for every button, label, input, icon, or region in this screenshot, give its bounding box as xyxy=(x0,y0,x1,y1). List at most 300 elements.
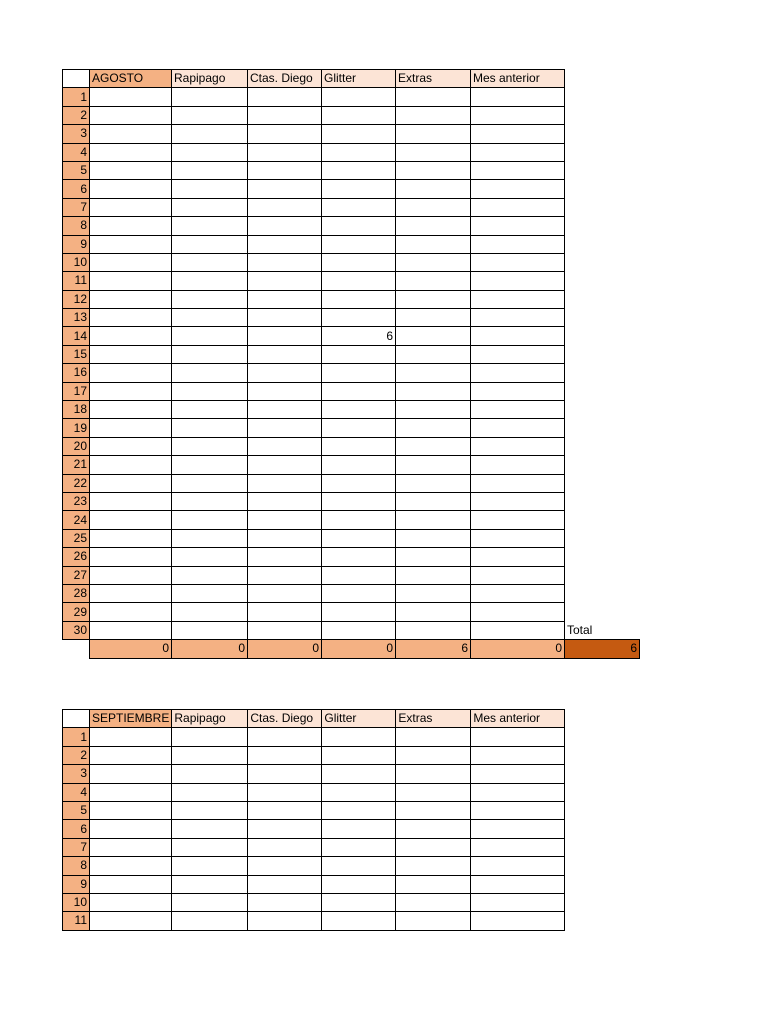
row-number: 8 xyxy=(63,217,90,235)
data-cell[interactable] xyxy=(248,401,322,419)
data-cell[interactable] xyxy=(90,548,172,566)
data-cell[interactable] xyxy=(322,125,396,143)
data-cell[interactable] xyxy=(471,746,565,764)
data-cell[interactable] xyxy=(90,401,172,419)
data-cell[interactable] xyxy=(322,492,396,510)
data-cell[interactable] xyxy=(471,382,565,400)
data-cell[interactable] xyxy=(172,309,248,327)
data-cell[interactable] xyxy=(471,161,565,179)
column-header[interactable]: Extras xyxy=(396,710,471,728)
data-cell[interactable] xyxy=(172,456,248,474)
data-cell[interactable] xyxy=(322,437,396,455)
data-cell[interactable] xyxy=(471,437,565,455)
data-cell[interactable] xyxy=(172,511,248,529)
data-cell[interactable] xyxy=(90,584,172,602)
data-cell[interactable] xyxy=(396,456,471,474)
data-cell[interactable] xyxy=(90,345,172,363)
data-cell[interactable] xyxy=(172,838,248,856)
data-cell[interactable] xyxy=(248,912,322,930)
data-cell[interactable] xyxy=(172,327,248,345)
data-cell[interactable] xyxy=(248,511,322,529)
data-cell[interactable] xyxy=(172,290,248,308)
data-cell[interactable] xyxy=(322,180,396,198)
data-cell[interactable] xyxy=(90,198,172,216)
data-cell[interactable] xyxy=(322,912,396,930)
data-cell[interactable] xyxy=(396,309,471,327)
row-number: 11 xyxy=(63,912,90,930)
data-cell[interactable] xyxy=(90,253,172,271)
data-cell[interactable] xyxy=(172,765,248,783)
data-cell[interactable] xyxy=(248,584,322,602)
totals-row xyxy=(63,640,640,658)
data-cell[interactable] xyxy=(90,88,172,106)
data-cell[interactable] xyxy=(90,820,172,838)
data-cell[interactable] xyxy=(90,143,172,161)
total-cell[interactable]: 0 xyxy=(90,640,172,658)
data-cell[interactable] xyxy=(248,198,322,216)
column-header[interactable]: Glitter xyxy=(322,70,396,88)
data-cell[interactable] xyxy=(471,765,565,783)
column-header[interactable]: Glitter xyxy=(322,710,396,728)
row-number: 2 xyxy=(63,106,90,124)
data-cell[interactable] xyxy=(248,290,322,308)
data-cell[interactable] xyxy=(471,290,565,308)
table-row xyxy=(63,382,640,400)
data-cell[interactable] xyxy=(396,327,471,345)
data-cell[interactable] xyxy=(90,272,172,290)
data-cell[interactable] xyxy=(396,566,471,584)
data-cell[interactable] xyxy=(396,437,471,455)
data-cell[interactable] xyxy=(471,529,565,547)
data-cell[interactable] xyxy=(322,584,396,602)
data-cell[interactable] xyxy=(248,838,322,856)
data-cell[interactable] xyxy=(90,327,172,345)
data-cell[interactable] xyxy=(471,603,565,621)
data-cell[interactable] xyxy=(90,492,172,510)
data-cell[interactable] xyxy=(322,529,396,547)
data-cell[interactable] xyxy=(90,309,172,327)
table-row xyxy=(63,161,640,179)
data-cell[interactable] xyxy=(172,584,248,602)
data-cell[interactable] xyxy=(396,198,471,216)
row-number: 4 xyxy=(63,783,90,801)
data-cell[interactable] xyxy=(90,290,172,308)
data-cell[interactable] xyxy=(471,838,565,856)
spacer-cell xyxy=(565,566,640,584)
data-cell[interactable] xyxy=(471,198,565,216)
table-row xyxy=(63,801,565,819)
data-cell[interactable] xyxy=(471,875,565,893)
spacer-cell xyxy=(565,584,640,602)
data-cell[interactable] xyxy=(471,180,565,198)
data-cell[interactable] xyxy=(322,88,396,106)
data-cell[interactable] xyxy=(172,88,248,106)
data-cell[interactable] xyxy=(471,253,565,271)
data-cell[interactable] xyxy=(396,217,471,235)
month-header[interactable]: AGOSTO xyxy=(90,70,172,88)
row-number: 1 xyxy=(63,728,90,746)
data-cell[interactable] xyxy=(322,783,396,801)
table-row xyxy=(63,492,640,510)
data-cell[interactable] xyxy=(396,106,471,124)
data-cell[interactable] xyxy=(396,875,471,893)
data-cell[interactable] xyxy=(248,382,322,400)
data-cell[interactable] xyxy=(172,272,248,290)
data-cell[interactable] xyxy=(172,345,248,363)
column-header[interactable]: Extras xyxy=(396,70,471,88)
data-cell[interactable] xyxy=(396,603,471,621)
row-number: 1 xyxy=(63,88,90,106)
data-cell[interactable] xyxy=(471,511,565,529)
data-cell[interactable] xyxy=(322,217,396,235)
data-cell[interactable] xyxy=(90,364,172,382)
data-cell[interactable] xyxy=(248,765,322,783)
data-cell[interactable] xyxy=(396,857,471,875)
data-cell[interactable] xyxy=(471,893,565,911)
data-cell[interactable] xyxy=(396,801,471,819)
row-number: 5 xyxy=(63,161,90,179)
data-cell[interactable] xyxy=(322,345,396,363)
data-cell[interactable] xyxy=(172,180,248,198)
total-cell[interactable]: 0 xyxy=(322,640,396,658)
column-header[interactable]: Rapipago xyxy=(172,70,248,88)
data-cell[interactable] xyxy=(172,161,248,179)
data-cell[interactable] xyxy=(172,746,248,764)
data-cell[interactable] xyxy=(90,106,172,124)
data-cell[interactable] xyxy=(322,838,396,856)
data-cell[interactable] xyxy=(322,820,396,838)
data-cell[interactable] xyxy=(471,143,565,161)
data-cell[interactable] xyxy=(248,327,322,345)
data-cell[interactable] xyxy=(396,419,471,437)
data-cell[interactable] xyxy=(322,272,396,290)
data-cell[interactable] xyxy=(396,125,471,143)
data-cell[interactable] xyxy=(248,566,322,584)
data-cell[interactable] xyxy=(90,180,172,198)
data-cell[interactable] xyxy=(471,419,565,437)
data-cell[interactable] xyxy=(322,875,396,893)
row-number: 6 xyxy=(63,820,90,838)
data-cell[interactable] xyxy=(322,419,396,437)
table-row xyxy=(63,272,640,290)
data-cell[interactable] xyxy=(396,88,471,106)
data-cell[interactable] xyxy=(322,801,396,819)
data-cell[interactable] xyxy=(471,125,565,143)
spacer-cell xyxy=(565,492,640,510)
row-number: 18 xyxy=(63,401,90,419)
data-cell[interactable] xyxy=(322,456,396,474)
data-cell[interactable] xyxy=(248,88,322,106)
row-number: 5 xyxy=(63,801,90,819)
data-cell[interactable] xyxy=(396,161,471,179)
data-cell[interactable] xyxy=(248,345,322,363)
row-number: 7 xyxy=(63,198,90,216)
total-cell[interactable]: 0 xyxy=(172,640,248,658)
data-cell[interactable] xyxy=(172,253,248,271)
total-cell[interactable]: 0 xyxy=(248,640,322,658)
data-cell[interactable] xyxy=(322,401,396,419)
data-cell[interactable] xyxy=(172,125,248,143)
data-cell[interactable] xyxy=(471,728,565,746)
data-cell[interactable] xyxy=(172,382,248,400)
data-cell[interactable] xyxy=(248,548,322,566)
data-cell[interactable] xyxy=(322,143,396,161)
data-cell[interactable] xyxy=(172,217,248,235)
row-number: 9 xyxy=(63,235,90,253)
data-cell[interactable] xyxy=(322,548,396,566)
data-cell[interactable] xyxy=(248,419,322,437)
data-cell[interactable] xyxy=(322,309,396,327)
data-cell[interactable] xyxy=(248,161,322,179)
total-cell[interactable]: 0 xyxy=(471,640,565,658)
data-cell[interactable] xyxy=(322,566,396,584)
data-cell[interactable] xyxy=(90,621,172,639)
data-cell[interactable] xyxy=(322,235,396,253)
data-cell[interactable] xyxy=(471,345,565,363)
data-cell[interactable] xyxy=(396,382,471,400)
data-cell[interactable] xyxy=(322,382,396,400)
data-cell[interactable] xyxy=(471,548,565,566)
table-row xyxy=(63,838,565,856)
data-cell[interactable] xyxy=(396,548,471,566)
data-cell[interactable] xyxy=(172,492,248,510)
total-label: Total xyxy=(567,622,593,637)
data-cell[interactable] xyxy=(396,364,471,382)
data-cell[interactable] xyxy=(172,419,248,437)
column-header[interactable]: Rapipago xyxy=(172,710,248,728)
data-cell[interactable] xyxy=(322,621,396,639)
data-cell[interactable] xyxy=(396,143,471,161)
data-cell[interactable] xyxy=(172,912,248,930)
data-cell[interactable] xyxy=(396,621,471,639)
column-header[interactable]: Mes anterior xyxy=(471,70,565,88)
row-number: 3 xyxy=(63,765,90,783)
data-cell[interactable] xyxy=(90,875,172,893)
data-cell[interactable] xyxy=(396,783,471,801)
spacer-cell xyxy=(565,180,640,198)
data-cell[interactable] xyxy=(248,621,322,639)
data-cell[interactable] xyxy=(471,857,565,875)
data-cell[interactable] xyxy=(471,912,565,930)
data-cell[interactable] xyxy=(172,235,248,253)
data-cell[interactable] xyxy=(172,603,248,621)
data-cell[interactable] xyxy=(471,235,565,253)
data-cell[interactable] xyxy=(248,235,322,253)
data-cell[interactable] xyxy=(396,474,471,492)
data-cell[interactable] xyxy=(396,235,471,253)
data-cell[interactable] xyxy=(248,253,322,271)
data-cell[interactable] xyxy=(90,893,172,911)
data-cell[interactable] xyxy=(322,290,396,308)
data-cell[interactable] xyxy=(248,893,322,911)
data-cell[interactable] xyxy=(90,566,172,584)
data-cell[interactable] xyxy=(248,728,322,746)
data-cell[interactable] xyxy=(322,857,396,875)
data-cell[interactable] xyxy=(471,106,565,124)
grand-total-cell[interactable]: 6 xyxy=(565,640,640,658)
data-cell[interactable] xyxy=(248,529,322,547)
data-cell[interactable] xyxy=(396,253,471,271)
data-cell[interactable] xyxy=(471,474,565,492)
data-cell[interactable] xyxy=(90,382,172,400)
table-row xyxy=(63,327,640,345)
spacer-cell xyxy=(565,603,640,621)
data-cell[interactable] xyxy=(471,309,565,327)
data-cell[interactable] xyxy=(471,88,565,106)
data-cell[interactable] xyxy=(322,364,396,382)
data-cell[interactable] xyxy=(396,838,471,856)
data-cell[interactable] xyxy=(90,235,172,253)
table-row xyxy=(63,511,640,529)
data-cell[interactable] xyxy=(248,437,322,455)
data-cell[interactable] xyxy=(471,401,565,419)
data-cell[interactable] xyxy=(248,180,322,198)
data-cell[interactable] xyxy=(322,893,396,911)
data-cell[interactable] xyxy=(322,198,396,216)
data-cell[interactable] xyxy=(396,820,471,838)
data-cell[interactable] xyxy=(396,492,471,510)
data-cell[interactable] xyxy=(248,603,322,621)
data-cell[interactable] xyxy=(396,584,471,602)
data-cell[interactable] xyxy=(471,272,565,290)
data-cell[interactable] xyxy=(322,474,396,492)
data-cell[interactable] xyxy=(322,603,396,621)
data-cell[interactable] xyxy=(248,217,322,235)
data-cell[interactable] xyxy=(322,511,396,529)
data-cell[interactable] xyxy=(90,474,172,492)
data-cell[interactable] xyxy=(248,820,322,838)
data-cell[interactable] xyxy=(396,345,471,363)
data-cell[interactable] xyxy=(471,492,565,510)
data-cell[interactable] xyxy=(248,309,322,327)
data-cell[interactable] xyxy=(172,621,248,639)
data-cell[interactable] xyxy=(172,728,248,746)
data-cell[interactable] xyxy=(90,765,172,783)
row-number: 14 xyxy=(63,327,90,345)
data-cell[interactable] xyxy=(396,746,471,764)
data-cell[interactable] xyxy=(248,106,322,124)
data-cell[interactable] xyxy=(90,838,172,856)
data-cell[interactable] xyxy=(172,364,248,382)
data-cell[interactable] xyxy=(90,603,172,621)
data-cell[interactable] xyxy=(172,875,248,893)
data-cell[interactable] xyxy=(90,161,172,179)
data-cell[interactable] xyxy=(248,125,322,143)
table-row xyxy=(63,401,640,419)
data-cell[interactable] xyxy=(396,529,471,547)
data-cell[interactable] xyxy=(471,456,565,474)
row-number: 7 xyxy=(63,838,90,856)
data-cell[interactable] xyxy=(172,143,248,161)
data-cell[interactable] xyxy=(471,364,565,382)
data-cell[interactable] xyxy=(248,474,322,492)
data-cell[interactable] xyxy=(172,857,248,875)
data-cell[interactable] xyxy=(172,529,248,547)
data-cell[interactable] xyxy=(471,217,565,235)
data-cell[interactable] xyxy=(90,456,172,474)
data-cell[interactable] xyxy=(471,327,565,345)
data-cell[interactable] xyxy=(322,765,396,783)
data-cell[interactable] xyxy=(248,364,322,382)
data-cell[interactable] xyxy=(322,106,396,124)
data-cell[interactable] xyxy=(248,746,322,764)
data-cell[interactable] xyxy=(248,875,322,893)
data-cell[interactable] xyxy=(396,893,471,911)
data-cell[interactable] xyxy=(172,820,248,838)
data-cell[interactable] xyxy=(471,566,565,584)
data-cell[interactable] xyxy=(248,801,322,819)
data-cell[interactable] xyxy=(90,857,172,875)
data-cell[interactable] xyxy=(248,456,322,474)
data-cell[interactable] xyxy=(396,180,471,198)
data-cell[interactable] xyxy=(172,548,248,566)
data-cell[interactable] xyxy=(90,801,172,819)
total-cell[interactable]: 6 xyxy=(396,640,471,658)
data-cell[interactable] xyxy=(396,728,471,746)
data-cell[interactable] xyxy=(248,143,322,161)
data-cell[interactable] xyxy=(172,566,248,584)
data-cell[interactable] xyxy=(471,801,565,819)
data-cell[interactable] xyxy=(90,746,172,764)
data-cell[interactable] xyxy=(90,217,172,235)
data-cell[interactable] xyxy=(172,783,248,801)
data-cell[interactable] xyxy=(90,728,172,746)
data-cell[interactable] xyxy=(172,437,248,455)
data-cell[interactable] xyxy=(322,161,396,179)
data-cell[interactable] xyxy=(90,783,172,801)
column-header[interactable]: Ctas. Diego xyxy=(248,70,322,88)
data-cell[interactable] xyxy=(172,401,248,419)
data-cell[interactable] xyxy=(471,584,565,602)
row-number: 28 xyxy=(63,584,90,602)
data-cell[interactable] xyxy=(172,801,248,819)
data-cell[interactable] xyxy=(90,125,172,143)
data-cell[interactable] xyxy=(248,492,322,510)
data-cell[interactable] xyxy=(248,272,322,290)
data-cell[interactable] xyxy=(396,272,471,290)
data-cell[interactable] xyxy=(172,106,248,124)
data-cell[interactable] xyxy=(172,474,248,492)
data-cell[interactable] xyxy=(172,198,248,216)
data-cell[interactable] xyxy=(322,253,396,271)
data-cell[interactable] xyxy=(471,820,565,838)
data-cell[interactable] xyxy=(396,511,471,529)
data-cell[interactable] xyxy=(396,401,471,419)
column-header[interactable]: Ctas. Diego xyxy=(248,710,322,728)
data-cell[interactable] xyxy=(90,529,172,547)
month-header[interactable]: SEPTIEMBRE xyxy=(90,710,172,728)
row-number: 10 xyxy=(63,893,90,911)
data-cell[interactable] xyxy=(396,765,471,783)
data-cell[interactable] xyxy=(322,746,396,764)
data-cell[interactable] xyxy=(172,893,248,911)
data-cell[interactable] xyxy=(471,621,565,639)
data-cell[interactable] xyxy=(90,912,172,930)
column-header[interactable]: Mes anterior xyxy=(471,710,565,728)
data-cell[interactable] xyxy=(90,511,172,529)
data-cell[interactable] xyxy=(248,857,322,875)
data-cell[interactable] xyxy=(248,783,322,801)
data-cell[interactable] xyxy=(90,419,172,437)
corner-cell[interactable] xyxy=(63,710,90,728)
data-cell[interactable] xyxy=(322,728,396,746)
data-cell[interactable] xyxy=(90,437,172,455)
data-cell[interactable] xyxy=(396,912,471,930)
data-cell[interactable] xyxy=(396,290,471,308)
data-cell[interactable] xyxy=(471,783,565,801)
data-cell[interactable]: 6 xyxy=(322,327,396,345)
corner-cell[interactable] xyxy=(63,70,90,88)
